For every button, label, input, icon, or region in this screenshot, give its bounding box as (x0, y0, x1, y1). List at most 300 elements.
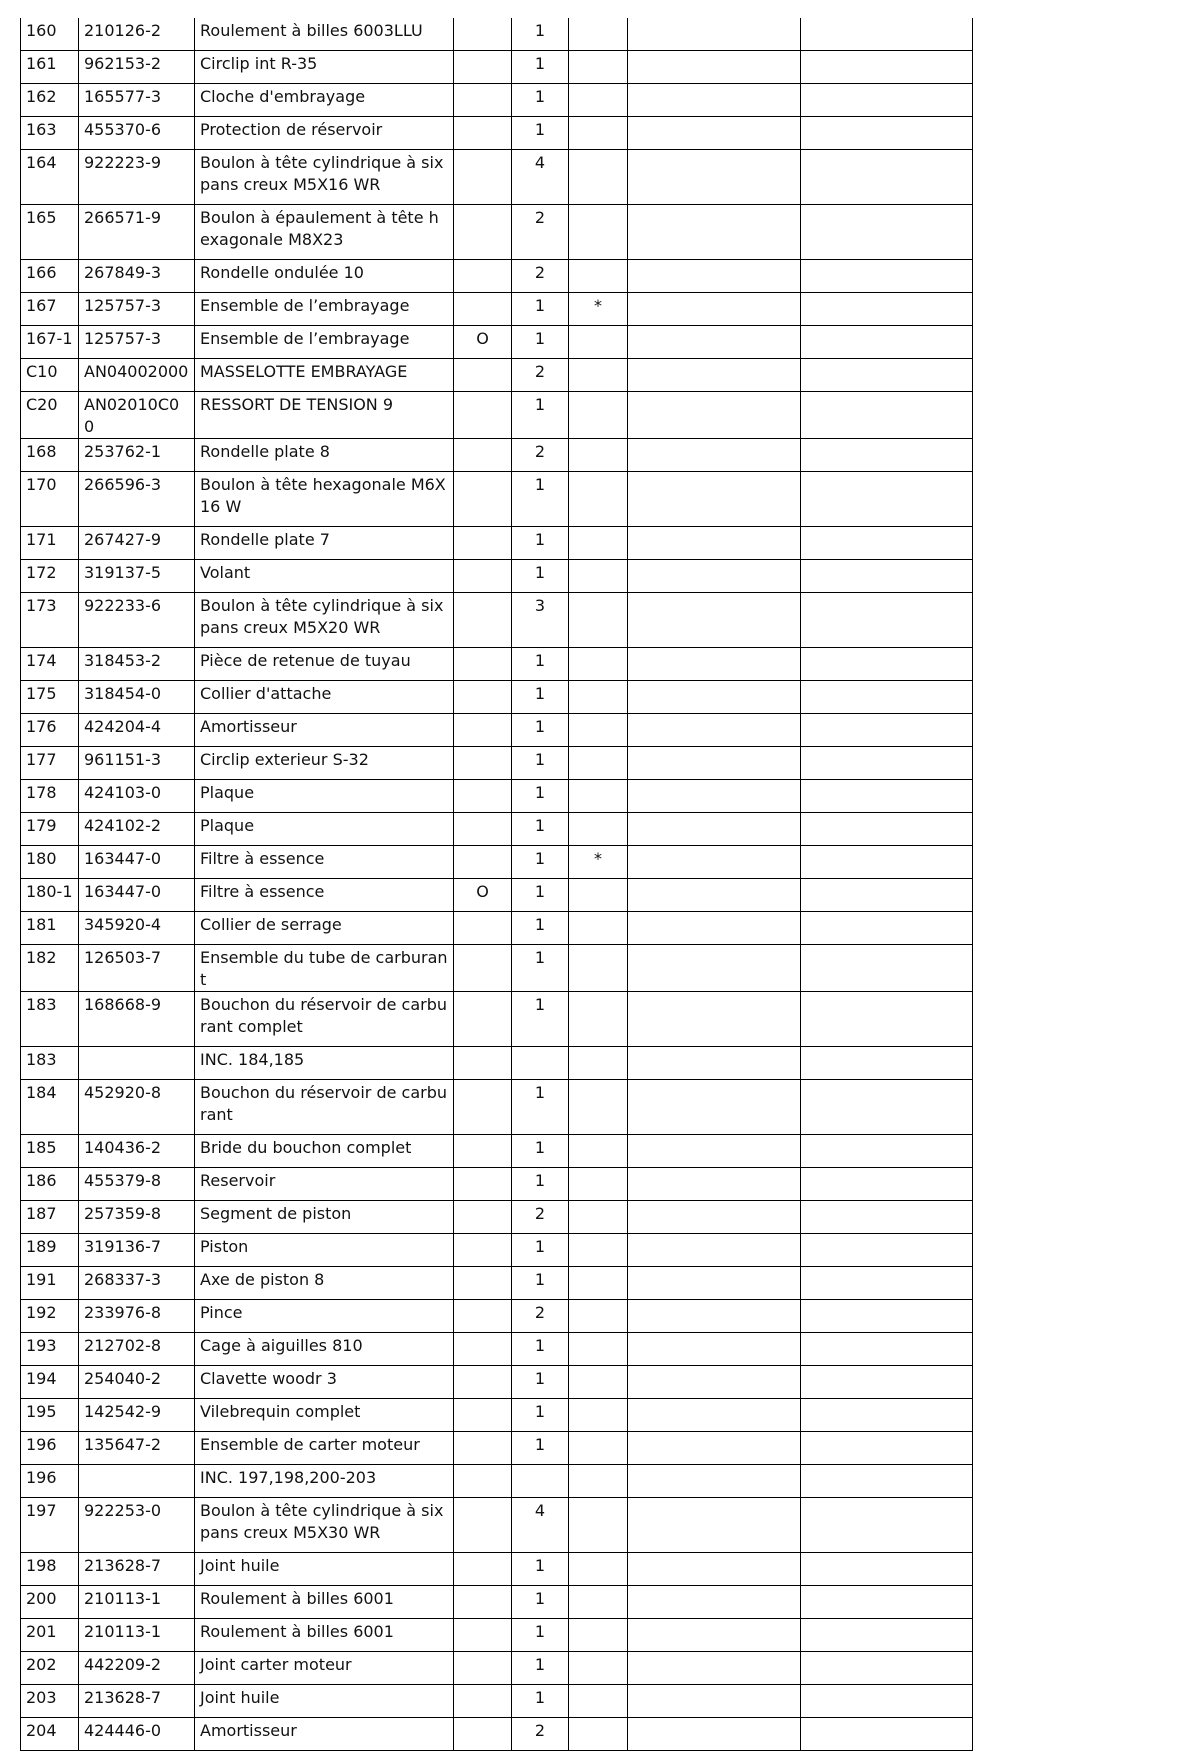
item-number-cell: 178 (21, 780, 79, 813)
marker-cell (569, 1047, 628, 1080)
empty-cell (801, 945, 973, 992)
item-number-cell: 165 (21, 205, 79, 260)
item-number-cell: 174 (21, 648, 79, 681)
empty-cell (628, 1718, 801, 1751)
description-cell: Ensemble de carter moteur (195, 1432, 454, 1465)
description-cell: Boulon à tête hexagonale M6X16 W (195, 472, 454, 527)
empty-cell (628, 1652, 801, 1685)
item-number-cell: 181 (21, 912, 79, 945)
option-cell (454, 1465, 512, 1498)
marker-cell (569, 945, 628, 992)
quantity-cell: 1 (512, 293, 569, 326)
quantity-cell: 1 (512, 747, 569, 780)
marker-cell (569, 1498, 628, 1553)
item-number-cell: 173 (21, 593, 79, 648)
description-cell: Circlip int R-35 (195, 51, 454, 84)
parts-table-body (21, 18, 973, 1751)
part-reference-cell: 257359-8 (79, 1201, 195, 1234)
part-reference-cell: 126503-7 (79, 945, 195, 992)
table-row (21, 846, 973, 879)
table-row (21, 392, 973, 439)
description-cell: Plaque (195, 813, 454, 846)
empty-cell (801, 117, 973, 150)
item-number-cell: 161 (21, 51, 79, 84)
description-cell: RESSORT DE TENSION 9 (195, 392, 454, 439)
quantity-cell: 1 (512, 84, 569, 117)
item-number-cell: 172 (21, 560, 79, 593)
empty-cell (801, 1553, 973, 1586)
table-row (21, 747, 973, 780)
quantity-cell: 1 (512, 780, 569, 813)
table-row (21, 992, 973, 1047)
empty-cell (628, 392, 801, 439)
empty-cell (801, 1135, 973, 1168)
empty-cell (801, 912, 973, 945)
marker-cell (569, 813, 628, 846)
marker-cell (569, 1586, 628, 1619)
option-cell: O (454, 879, 512, 912)
empty-cell (628, 780, 801, 813)
quantity-cell: 1 (512, 1135, 569, 1168)
table-row (21, 1652, 973, 1685)
option-cell (454, 1047, 512, 1080)
empty-cell (628, 1168, 801, 1201)
table-row (21, 18, 973, 51)
item-number-cell: 183 (21, 1047, 79, 1080)
table-row (21, 912, 973, 945)
part-reference-cell: 142542-9 (79, 1399, 195, 1432)
item-number-cell: C20 (21, 392, 79, 439)
part-reference-cell: 345920-4 (79, 912, 195, 945)
part-reference-cell: 168668-9 (79, 992, 195, 1047)
item-number-cell: 189 (21, 1234, 79, 1267)
description-cell: Cage à aiguilles 810 (195, 1333, 454, 1366)
empty-cell (801, 714, 973, 747)
part-reference-cell: 922253-0 (79, 1498, 195, 1553)
part-reference-cell: 961151-3 (79, 747, 195, 780)
option-cell (454, 846, 512, 879)
option-cell (454, 714, 512, 747)
empty-cell (628, 1465, 801, 1498)
marker-cell (569, 1333, 628, 1366)
table-row (21, 472, 973, 527)
item-number-cell: 160 (21, 18, 79, 51)
empty-cell (801, 527, 973, 560)
empty-cell (801, 1498, 973, 1553)
option-cell (454, 51, 512, 84)
quantity-cell: 1 (512, 813, 569, 846)
quantity-cell (512, 1047, 569, 1080)
table-row (21, 260, 973, 293)
empty-cell (628, 945, 801, 992)
empty-cell (628, 1399, 801, 1432)
quantity-cell: 1 (512, 1586, 569, 1619)
option-cell (454, 293, 512, 326)
option-cell (454, 813, 512, 846)
part-reference-cell: 455379-8 (79, 1168, 195, 1201)
part-reference-cell: 140436-2 (79, 1135, 195, 1168)
description-cell: Volant (195, 560, 454, 593)
quantity-cell: 1 (512, 1168, 569, 1201)
empty-cell (801, 992, 973, 1047)
quantity-cell: 1 (512, 527, 569, 560)
description-cell: Plaque (195, 780, 454, 813)
item-number-cell: 198 (21, 1553, 79, 1586)
option-cell (454, 84, 512, 117)
description-cell: Boulon à épaulement à tête hexagonale M8X23 (195, 205, 454, 260)
option-cell (454, 359, 512, 392)
item-number-cell: 187 (21, 1201, 79, 1234)
table-row (21, 945, 973, 992)
quantity-cell: 1 (512, 1080, 569, 1135)
part-reference-cell: 253762-1 (79, 439, 195, 472)
part-reference-cell: 267427-9 (79, 527, 195, 560)
option-cell (454, 1399, 512, 1432)
empty-cell (628, 1432, 801, 1465)
marker-cell (569, 879, 628, 912)
option-cell (454, 992, 512, 1047)
item-number-cell: 180 (21, 846, 79, 879)
marker-cell (569, 1432, 628, 1465)
marker-cell (569, 1652, 628, 1685)
item-number-cell: 177 (21, 747, 79, 780)
description-cell: Piston (195, 1234, 454, 1267)
quantity-cell: 1 (512, 1432, 569, 1465)
table-row (21, 293, 973, 326)
empty-cell (628, 260, 801, 293)
empty-cell (628, 51, 801, 84)
table-row (21, 1366, 973, 1399)
item-number-cell: 163 (21, 117, 79, 150)
item-number-cell: 170 (21, 472, 79, 527)
quantity-cell: 4 (512, 1498, 569, 1553)
part-reference-cell: 442209-2 (79, 1652, 195, 1685)
item-number-cell: 203 (21, 1685, 79, 1718)
description-cell: Bouchon du réservoir de carburant complet (195, 992, 454, 1047)
part-reference-cell: 266571-9 (79, 205, 195, 260)
table-row (21, 326, 973, 359)
item-number-cell: 191 (21, 1267, 79, 1300)
part-reference-cell: 125757-3 (79, 293, 195, 326)
table-row (21, 1586, 973, 1619)
empty-cell (801, 150, 973, 205)
empty-cell (801, 326, 973, 359)
description-cell: Pince (195, 1300, 454, 1333)
empty-cell (628, 992, 801, 1047)
marker-cell (569, 260, 628, 293)
table-row (21, 1168, 973, 1201)
empty-cell (628, 1553, 801, 1586)
table-row (21, 1267, 973, 1300)
table-row (21, 1399, 973, 1432)
description-cell: Protection de réservoir (195, 117, 454, 150)
empty-cell (628, 527, 801, 560)
quantity-cell (512, 1465, 569, 1498)
table-row (21, 1080, 973, 1135)
part-reference-cell: 213628-7 (79, 1553, 195, 1586)
description-cell: Ensemble de l’embrayage (195, 293, 454, 326)
quantity-cell: 2 (512, 1300, 569, 1333)
part-reference-cell (79, 1465, 195, 1498)
option-cell (454, 392, 512, 439)
part-reference-cell: 210126-2 (79, 18, 195, 51)
empty-cell (628, 1267, 801, 1300)
marker-cell (569, 593, 628, 648)
empty-cell (628, 84, 801, 117)
description-cell: Boulon à tête cylindrique à six pans creux M5X30 WR (195, 1498, 454, 1553)
item-number-cell: 182 (21, 945, 79, 992)
marker-cell (569, 359, 628, 392)
option-cell (454, 1080, 512, 1135)
marker-cell (569, 326, 628, 359)
option-cell (454, 1300, 512, 1333)
item-number-cell: 175 (21, 681, 79, 714)
empty-cell (801, 1080, 973, 1135)
part-reference-cell: 424446-0 (79, 1718, 195, 1751)
item-number-cell: 162 (21, 84, 79, 117)
description-cell: Boulon à tête cylindrique à six pans creux M5X20 WR (195, 593, 454, 648)
quantity-cell: 1 (512, 51, 569, 84)
marker-cell (569, 1465, 628, 1498)
empty-cell (628, 560, 801, 593)
empty-cell (628, 18, 801, 51)
empty-cell (801, 293, 973, 326)
table-row (21, 527, 973, 560)
marker-cell: * (569, 846, 628, 879)
empty-cell (801, 1300, 973, 1333)
option-cell (454, 1685, 512, 1718)
empty-cell (801, 1586, 973, 1619)
empty-cell (628, 846, 801, 879)
option-cell (454, 18, 512, 51)
description-cell: Roulement à billes 6001 (195, 1619, 454, 1652)
empty-cell (801, 648, 973, 681)
empty-cell (801, 1267, 973, 1300)
description-cell: Filtre à essence (195, 846, 454, 879)
part-reference-cell: 210113-1 (79, 1586, 195, 1619)
empty-cell (801, 747, 973, 780)
table-row (21, 1619, 973, 1652)
empty-cell (801, 846, 973, 879)
empty-cell (628, 359, 801, 392)
empty-cell (801, 205, 973, 260)
empty-cell (628, 1366, 801, 1399)
option-cell (454, 648, 512, 681)
marker-cell (569, 747, 628, 780)
marker-cell (569, 439, 628, 472)
empty-cell (628, 205, 801, 260)
table-row (21, 1201, 973, 1234)
description-cell: Amortisseur (195, 1718, 454, 1751)
item-number-cell: 164 (21, 150, 79, 205)
marker-cell (569, 560, 628, 593)
item-number-cell: 167-1 (21, 326, 79, 359)
quantity-cell: 1 (512, 846, 569, 879)
table-row (21, 1300, 973, 1333)
description-cell: Ensemble de l’embrayage (195, 326, 454, 359)
empty-cell (801, 84, 973, 117)
empty-cell (628, 747, 801, 780)
marker-cell (569, 1080, 628, 1135)
empty-cell (628, 912, 801, 945)
quantity-cell: 1 (512, 326, 569, 359)
option-cell (454, 1586, 512, 1619)
item-number-cell: 179 (21, 813, 79, 846)
item-number-cell: 201 (21, 1619, 79, 1652)
marker-cell (569, 1553, 628, 1586)
item-number-cell: C10 (21, 359, 79, 392)
marker-cell (569, 527, 628, 560)
empty-cell (628, 813, 801, 846)
table-row (21, 117, 973, 150)
empty-cell (801, 439, 973, 472)
quantity-cell: 1 (512, 117, 569, 150)
table-row (21, 1135, 973, 1168)
quantity-cell: 4 (512, 150, 569, 205)
description-cell: Amortisseur (195, 714, 454, 747)
description-cell: Reservoir (195, 1168, 454, 1201)
empty-cell (801, 681, 973, 714)
description-cell: Rondelle plate 8 (195, 439, 454, 472)
option-cell (454, 527, 512, 560)
item-number-cell: 184 (21, 1080, 79, 1135)
quantity-cell: 1 (512, 1399, 569, 1432)
part-reference-cell: 163447-0 (79, 879, 195, 912)
part-reference-cell: 424102-2 (79, 813, 195, 846)
description-cell: Clavette woodr 3 (195, 1366, 454, 1399)
part-reference-cell: 163447-0 (79, 846, 195, 879)
option-cell (454, 560, 512, 593)
item-number-cell: 183 (21, 992, 79, 1047)
part-reference-cell: 922233-6 (79, 593, 195, 648)
table-row (21, 1333, 973, 1366)
empty-cell (628, 1333, 801, 1366)
part-reference-cell: 319137-5 (79, 560, 195, 593)
description-cell: Joint carter moteur (195, 1652, 454, 1685)
option-cell (454, 1432, 512, 1465)
quantity-cell: 1 (512, 1553, 569, 1586)
description-cell: Cloche d'embrayage (195, 84, 454, 117)
part-reference-cell: AN04002000 (79, 359, 195, 392)
item-number-cell: 196 (21, 1432, 79, 1465)
option-cell (454, 117, 512, 150)
empty-cell (628, 593, 801, 648)
table-row (21, 1465, 973, 1498)
empty-cell (628, 1047, 801, 1080)
quantity-cell: 2 (512, 439, 569, 472)
option-cell (454, 1553, 512, 1586)
table-row (21, 439, 973, 472)
option-cell (454, 912, 512, 945)
empty-cell (628, 1135, 801, 1168)
marker-cell (569, 1168, 628, 1201)
description-cell: Circlip exterieur S-32 (195, 747, 454, 780)
item-number-cell: 180-1 (21, 879, 79, 912)
table-row (21, 1047, 973, 1080)
item-number-cell: 202 (21, 1652, 79, 1685)
part-reference-cell: 319136-7 (79, 1234, 195, 1267)
empty-cell (628, 1201, 801, 1234)
empty-cell (801, 1465, 973, 1498)
empty-cell (801, 1234, 973, 1267)
marker-cell (569, 117, 628, 150)
item-number-cell: 171 (21, 527, 79, 560)
description-cell: Roulement à billes 6001 (195, 1586, 454, 1619)
parts-table (20, 18, 973, 1751)
empty-cell (628, 326, 801, 359)
marker-cell (569, 472, 628, 527)
description-cell: INC. 184,185 (195, 1047, 454, 1080)
description-cell: INC. 197,198,200-203 (195, 1465, 454, 1498)
item-number-cell: 204 (21, 1718, 79, 1751)
empty-cell (801, 813, 973, 846)
marker-cell (569, 714, 628, 747)
empty-cell (628, 648, 801, 681)
quantity-cell: 1 (512, 945, 569, 992)
quantity-cell: 3 (512, 593, 569, 648)
empty-cell (801, 1366, 973, 1399)
part-reference-cell: AN02010C00 (79, 392, 195, 439)
empty-cell (801, 1201, 973, 1234)
option-cell (454, 681, 512, 714)
marker-cell (569, 912, 628, 945)
quantity-cell: 1 (512, 681, 569, 714)
empty-cell (628, 1300, 801, 1333)
quantity-cell: 1 (512, 392, 569, 439)
description-cell: Roulement à billes 6003LLU (195, 18, 454, 51)
empty-cell (628, 117, 801, 150)
part-reference-cell: 268337-3 (79, 1267, 195, 1300)
table-row (21, 1234, 973, 1267)
description-cell: Axe de piston 8 (195, 1267, 454, 1300)
empty-cell (801, 359, 973, 392)
option-cell (454, 1619, 512, 1652)
part-reference-cell: 135647-2 (79, 1432, 195, 1465)
option-cell (454, 1718, 512, 1751)
empty-cell (801, 879, 973, 912)
table-row (21, 1432, 973, 1465)
empty-cell (801, 472, 973, 527)
marker-cell (569, 1267, 628, 1300)
empty-cell (628, 1234, 801, 1267)
empty-cell (628, 681, 801, 714)
table-row (21, 681, 973, 714)
description-cell: Ensemble du tube de carburant (195, 945, 454, 992)
empty-cell (628, 1586, 801, 1619)
description-cell: Boulon à tête cylindrique à six pans creux M5X16 WR (195, 150, 454, 205)
table-row (21, 1718, 973, 1751)
quantity-cell: 2 (512, 260, 569, 293)
option-cell (454, 150, 512, 205)
empty-cell (628, 1080, 801, 1135)
item-number-cell: 195 (21, 1399, 79, 1432)
table-row (21, 813, 973, 846)
item-number-cell: 197 (21, 1498, 79, 1553)
empty-cell (801, 780, 973, 813)
option-cell (454, 1498, 512, 1553)
marker-cell (569, 1234, 628, 1267)
empty-cell (801, 1333, 973, 1366)
quantity-cell: 1 (512, 1652, 569, 1685)
table-row (21, 84, 973, 117)
empty-cell (801, 1718, 973, 1751)
description-cell: Segment de piston (195, 1201, 454, 1234)
part-reference-cell: 318453-2 (79, 648, 195, 681)
option-cell (454, 205, 512, 260)
option-cell (454, 472, 512, 527)
empty-cell (801, 1652, 973, 1685)
quantity-cell: 2 (512, 359, 569, 392)
